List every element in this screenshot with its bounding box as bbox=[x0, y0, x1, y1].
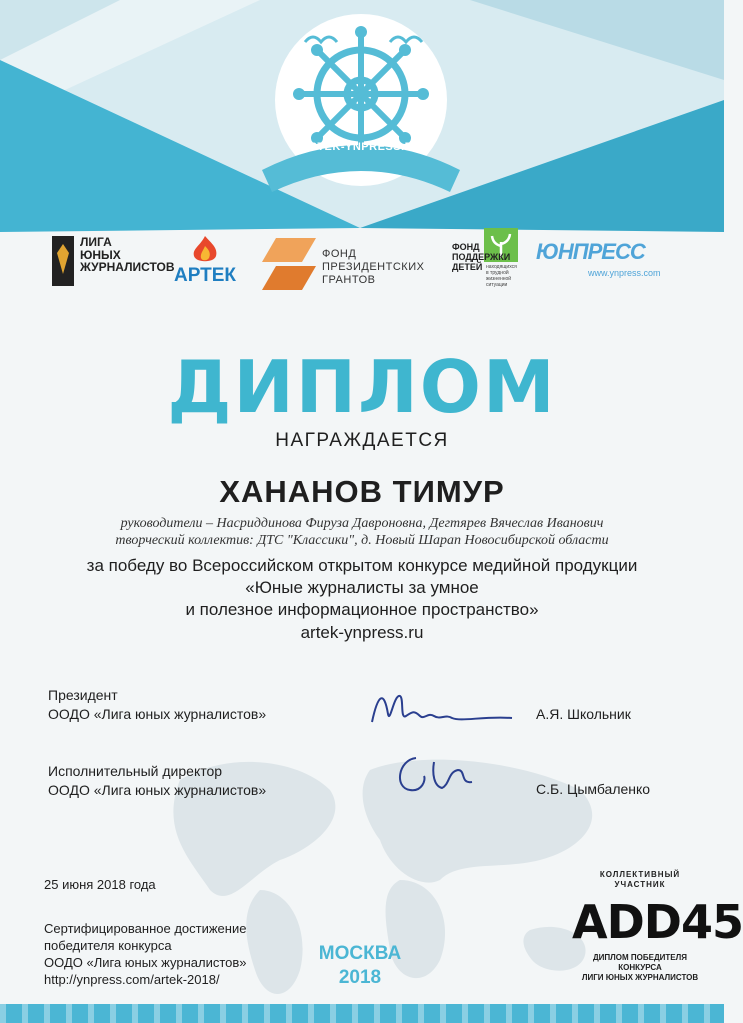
ynpress-logo bbox=[536, 240, 666, 284]
badge-code: ADD45 bbox=[572, 895, 743, 949]
city-year bbox=[290, 942, 430, 990]
fond-line3: ГРАНТОВ bbox=[322, 274, 376, 286]
ynpress-url: www.ynpress.com bbox=[588, 268, 661, 278]
children-small2: в трудной bbox=[486, 270, 509, 276]
president-org: ООДО «Лига юных журналистов» bbox=[48, 706, 267, 722]
liga-line1: ЛИГА bbox=[80, 235, 112, 249]
cert-line3: ООДО «Лига юных журналистов» bbox=[44, 955, 247, 970]
children-small3: жизненной bbox=[486, 276, 512, 282]
children-small4: ситуации bbox=[486, 282, 508, 288]
children-line1: ФОНД bbox=[452, 242, 480, 252]
president-block bbox=[48, 686, 266, 724]
awarded-label: НАГРАЖДАЕТСЯ bbox=[275, 430, 449, 451]
certification-block bbox=[44, 920, 247, 988]
artek-logo bbox=[168, 236, 242, 292]
pen-nib-icon bbox=[52, 236, 74, 286]
children-small1: находящихся bbox=[486, 264, 517, 270]
liga-line3: ЖУРНАЛИСТОВ bbox=[80, 260, 175, 275]
badge-bottom2: КОНКУРСА bbox=[618, 963, 662, 972]
badge-bottom bbox=[564, 953, 716, 983]
diploma-title: ДИПЛОМ bbox=[167, 345, 557, 429]
director-name: С.Б. Цымбаленко bbox=[536, 781, 651, 797]
director-signature bbox=[388, 750, 488, 800]
badge-bottom3: ЛИГИ ЮНЫХ ЖУРНАЛИСТОВ bbox=[581, 973, 699, 982]
presidential-grants-logo bbox=[262, 236, 442, 292]
ynpress-text: ЮНПРЕСС bbox=[536, 239, 645, 264]
cert-url: http://ynpress.com/artek-2018/ bbox=[44, 972, 220, 987]
site-ribbon-text: ARTEK-YNPRESS.RU bbox=[300, 141, 422, 153]
badge-top1: КОЛЛЕКТИВНЫЙ bbox=[599, 870, 681, 879]
city: МОСКВА bbox=[318, 943, 402, 964]
reason-line2: «Юные журналисты за умное bbox=[245, 578, 479, 597]
reason-line1: за победу во Всероссийском открытом конкурсе медийной продукции bbox=[86, 556, 638, 575]
collective-line: творческий коллектив: ДТС "Классики", д. Новый Шарап Новосибирской области bbox=[115, 533, 609, 548]
president-signature bbox=[362, 686, 522, 734]
president-name: А.Я. Школьник bbox=[536, 706, 631, 722]
ship-wheel-icon bbox=[250, 12, 472, 202]
year: 2018 bbox=[338, 967, 382, 988]
children-line3: ДЕТЕЙ bbox=[452, 262, 483, 272]
director-role: Исполнительный директор bbox=[48, 763, 223, 779]
director-block bbox=[48, 762, 266, 800]
footer-strip bbox=[0, 1004, 724, 1023]
fond-line1: ФОНД bbox=[322, 248, 357, 260]
children-fund-logo bbox=[452, 228, 530, 298]
badge-top2: УЧАСТНИК bbox=[614, 880, 666, 889]
liga-line2: ЮНЫХ bbox=[80, 247, 121, 262]
issue-date: 25 июня 2018 года bbox=[44, 877, 156, 892]
children-line2: ПОДДЕРЖКИ bbox=[452, 252, 511, 262]
fond-line2: ПРЕЗИДЕНТСКИХ bbox=[322, 261, 425, 273]
reason-line3: и полезное информационное пространство» bbox=[185, 600, 539, 619]
badge-bottom1: ДИПЛОМ ПОБЕДИТЕЛЯ bbox=[592, 953, 687, 962]
grants-emblem-icon bbox=[262, 238, 316, 290]
flame-icon bbox=[188, 236, 222, 264]
site-line: artek-ynpress.ru bbox=[300, 623, 424, 642]
cert-line1: Сертифицированное достижение bbox=[44, 921, 247, 936]
recipient-name: ХАНАНОВ ТИМУР bbox=[219, 474, 505, 509]
supervisors-line: руководители – Насриддинова Фируза Давроновна, Дегтярев Вячеслав Иванович bbox=[120, 516, 604, 531]
president-role: Президент bbox=[48, 687, 118, 703]
badge-top bbox=[572, 870, 708, 890]
liga-logo bbox=[52, 234, 175, 290]
cert-line2: победителя конкурса bbox=[44, 938, 172, 953]
artek-text: АРТЕК bbox=[173, 265, 237, 286]
director-org: ООДО «Лига юных журналистов» bbox=[48, 782, 267, 798]
